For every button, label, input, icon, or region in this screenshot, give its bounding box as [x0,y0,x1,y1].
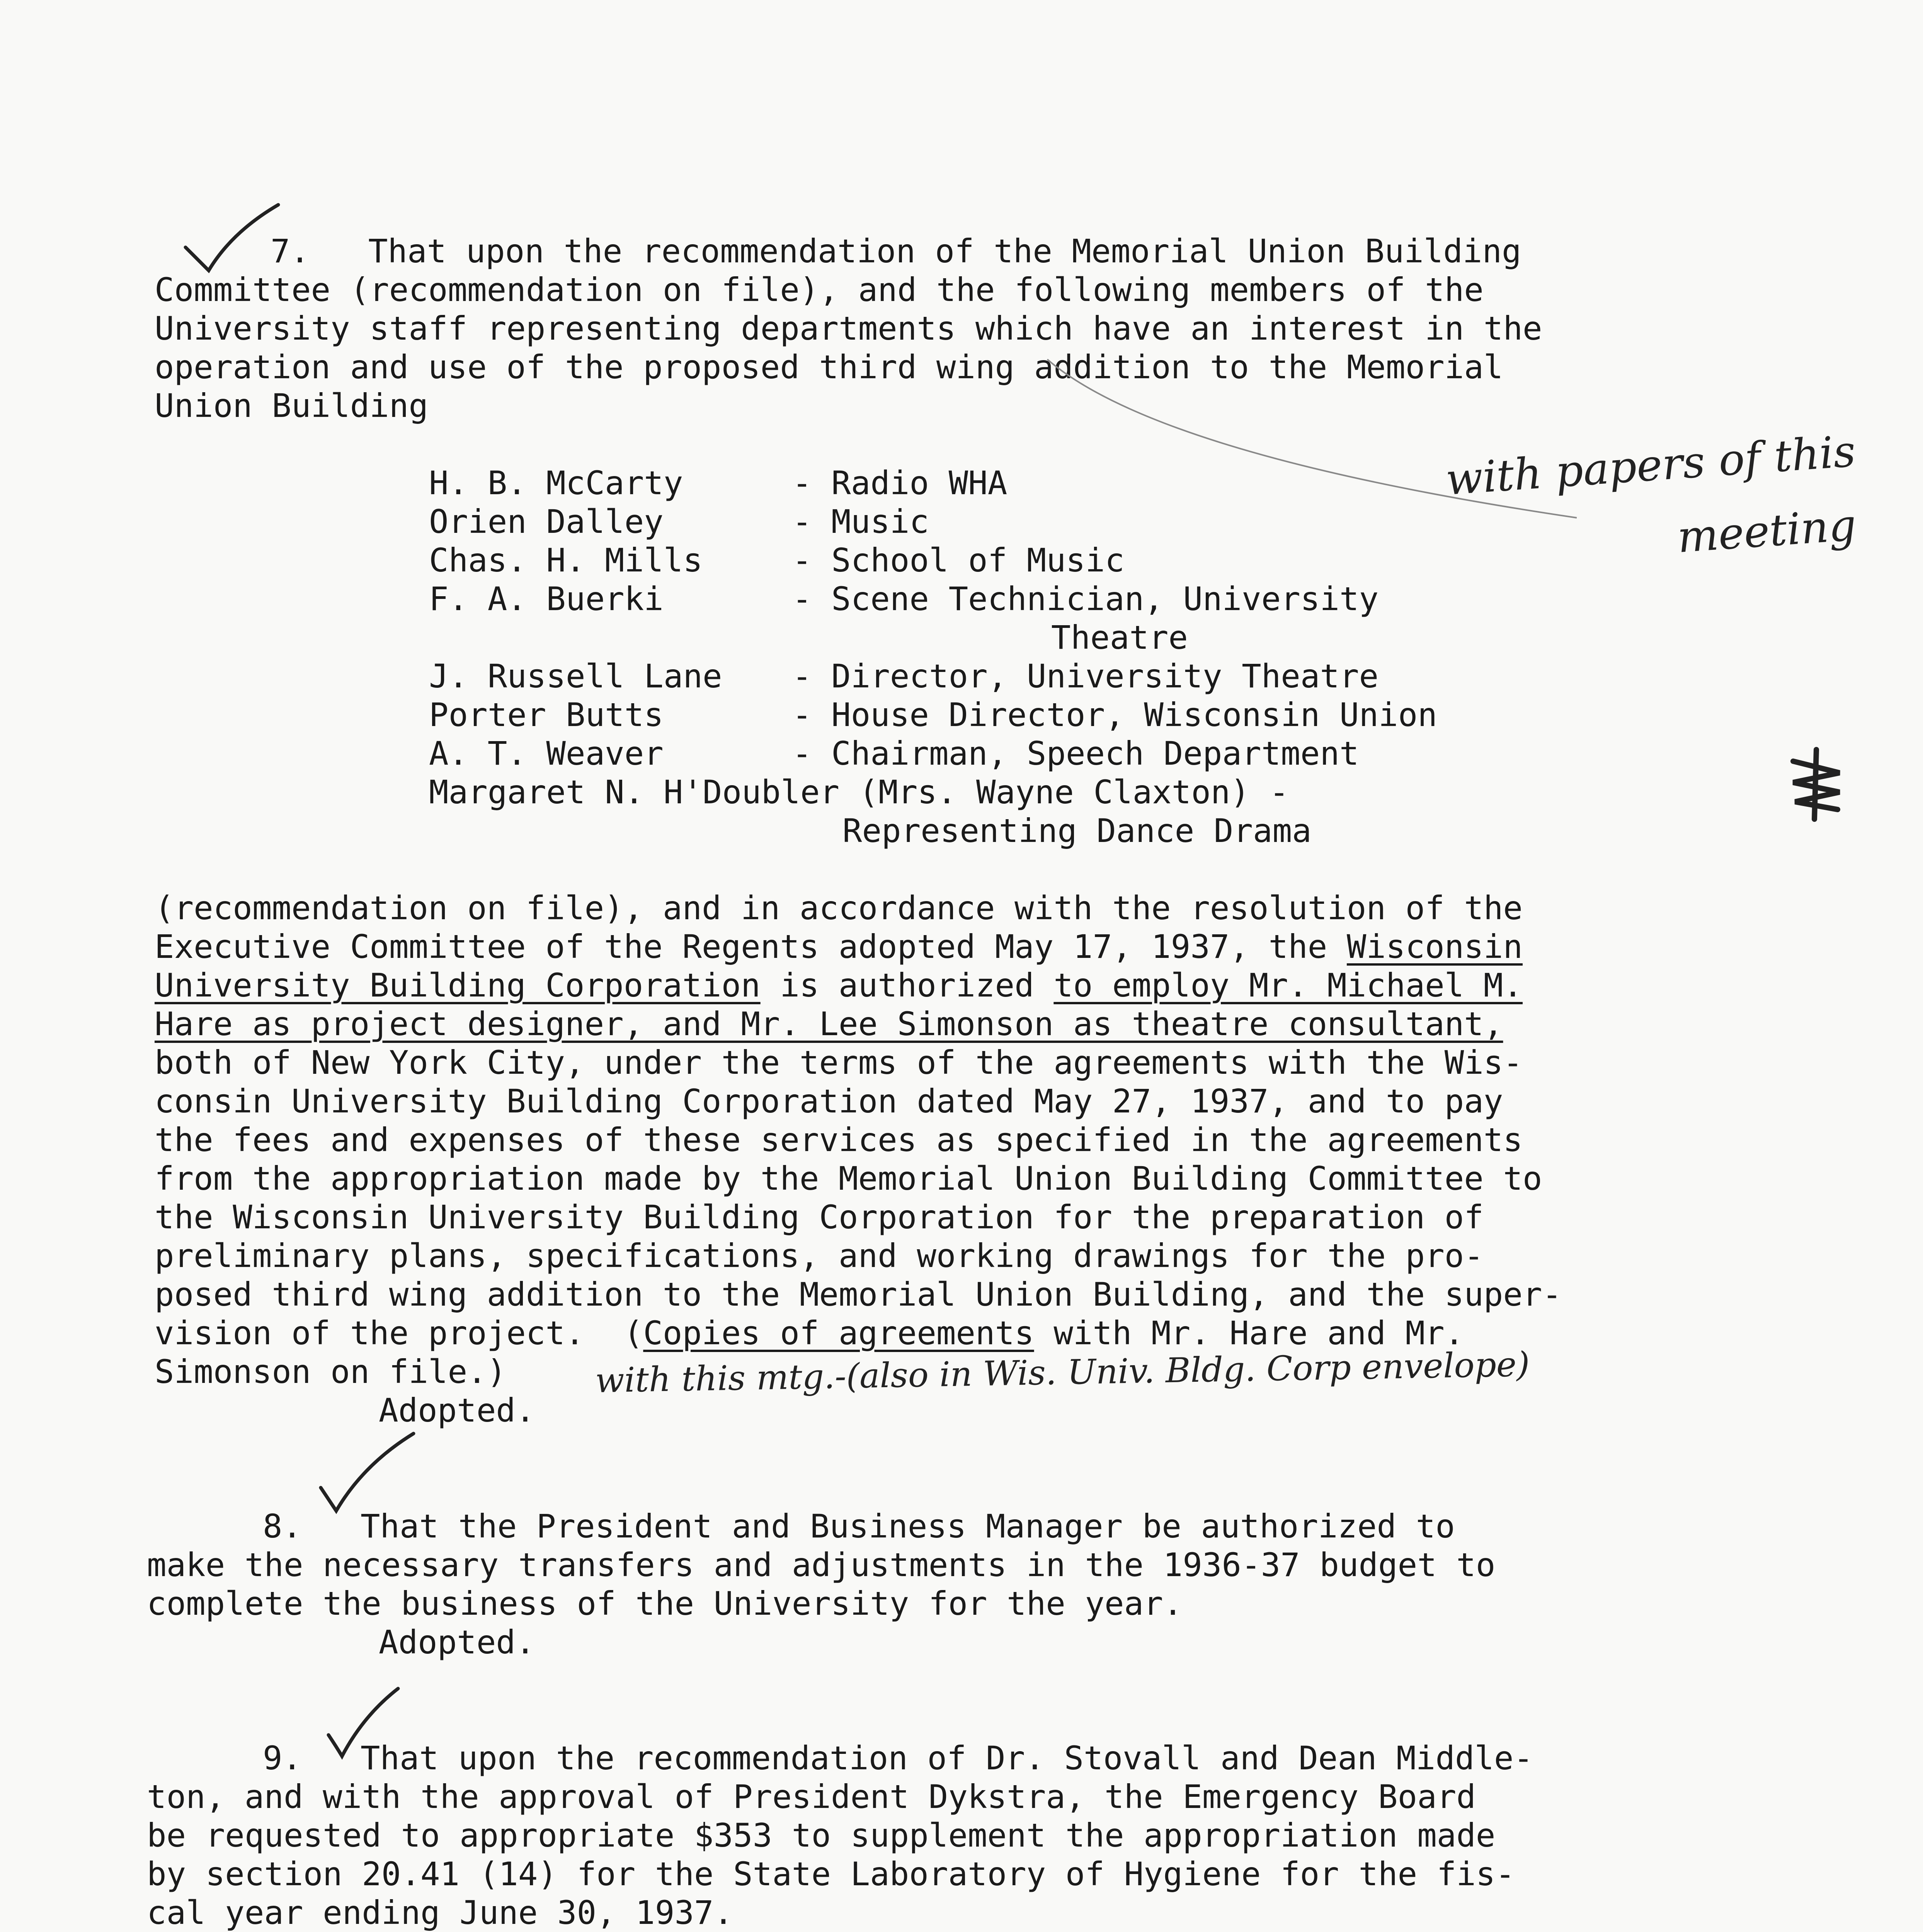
staff-row [429,734,1359,773]
check-mark-icon [182,201,282,278]
item7-para2-line-8: from the appropriation made by the Memorial Union Building Committee to [155,1160,1542,1197]
underlined-text: to employ Mr. Michael M. [1053,966,1523,1004]
text-run: Executive Committee of the Regents adopted May 17, 1937, the [155,928,1347,966]
item9-line-4: by section 20.41 (14) for the State Laboratory of Hygiene for the fis- [147,1855,1515,1893]
item7-para2-line-13: Simonson on file.) [155,1353,507,1391]
item7-para2-line-7: the fees and expenses of these services as specified in the agreements [155,1121,1523,1159]
staff-name: J. Russell Lane [429,657,722,695]
item8-adopted: Adopted. [379,1623,535,1661]
staff-row [429,464,1007,502]
item7-para2-line-11: posed third wing addition to the Memorial Union Building, and the super- [155,1276,1562,1313]
staff-name: Chas. H. Mills [429,541,703,579]
item9-line-5: cal year ending June 30, 1937. [147,1894,733,1932]
item7-line-4: operation and use of the proposed third wing addition to the Memorial [155,348,1503,386]
text-run: vision of the project. ( [155,1314,643,1352]
staff-name: A. T. Weaver [429,735,664,772]
staff-role: - Radio WHA [792,464,1007,502]
item7-para2-line-3 [155,966,1523,1005]
handwritten-note-envelope [595,1344,1530,1400]
item7-line-2: Committee (recommendation on file), and the following members of the [155,271,1484,309]
staff-role: - School of Music [792,541,1125,579]
staff-name: Orien Dalley [429,503,664,541]
item9-line-3: be requested to appropriate $353 to supplement the appropriation made [147,1816,1496,1854]
item7-para2-line-1: (recommendation on file), and in accordance with the resolution of the [155,889,1523,927]
underlined-text: University Building Corporation [155,966,761,1004]
staff-role: - Music [792,503,929,541]
staff-role: - Scene Technician, University [792,580,1379,618]
item8-line-2: make the necessary transfers and adjustments in the 1936-37 budget to [147,1546,1496,1584]
handwritten-text: with this mtg.-(also in Wis. Univ. Bldg. Corp envelope) [595,1344,1530,1401]
check-mark-icon [325,1685,402,1762]
staff-row [429,502,929,541]
staff-role: - House Director, Wisconsin Union [792,696,1437,734]
check-mark-icon [317,1430,417,1519]
handwritten-text: meeting [1676,500,1858,563]
staff-role: - Director, University Theatre [792,657,1379,695]
underlined-text: Wisconsin [1346,928,1523,966]
scribble-mark-icon [1785,746,1847,823]
item7-para2-line-4: Hare as project designer, and Mr. Lee Simonson as theatre consultant, [155,1005,1503,1043]
text-run: is authorized [760,966,1054,1004]
pencil-line-icon [1043,355,1584,533]
item7-para2-line-2 [155,927,1523,966]
item8-line-1: 8. That the President and Business Manager be authorized to [263,1507,1455,1545]
handwritten-note-meeting [1676,500,1858,563]
underlined-text: Copies of agreements [643,1314,1034,1352]
item7-adopted: Adopted. [379,1391,535,1429]
item7-line-1: 7. That upon the recommendation of the Memorial Union Building [271,232,1521,270]
staff-row-hdoubler: Margaret N. H'Doubler (Mrs. Wayne Claxton) - [429,773,1289,811]
item7-para2-line-6: consin University Building Corporation dated May 27, 1937, and to pay [155,1082,1503,1120]
staff-role-continuation: Representing Dance Drama [842,812,1312,850]
item8-line-3: complete the business of the University for the year. [147,1585,1183,1622]
item7-para2-line-5: both of New York City, under the terms of the agreements with the Wis- [155,1044,1523,1082]
item7-line-3: University staff representing departments which have an interest in the [155,310,1542,347]
staff-name: Porter Butts [429,696,664,734]
staff-name: F. A. Buerki [429,580,664,618]
item9-line-2: ton, and with the approval of President Dykstra, the Emergency Board [147,1778,1476,1816]
item7-para2-line-12 [155,1314,1464,1352]
staff-row [429,696,1437,734]
staff-row [429,657,1378,696]
handwritten-text: with papers of this [1444,426,1857,505]
staff-name: H. B. McCarty [429,464,683,502]
staff-row [429,541,1125,580]
item7-para2-line-9: the Wisconsin University Building Corporation for the preparation of [155,1198,1484,1236]
staff-role-continuation: Theatre [1051,619,1188,656]
item7-line-5: Union Building [155,387,429,425]
staff-role: - Chairman, Speech Department [792,735,1359,772]
item7-para2-line-10: preliminary plans, specifications, and working drawings for the pro- [155,1237,1484,1275]
staff-row [429,580,1378,618]
item9-line-1: 9. That upon the recommendation of Dr. Stovall and Dean Middle- [263,1739,1533,1777]
text-run: with Mr. Hare and Mr. [1034,1314,1464,1352]
